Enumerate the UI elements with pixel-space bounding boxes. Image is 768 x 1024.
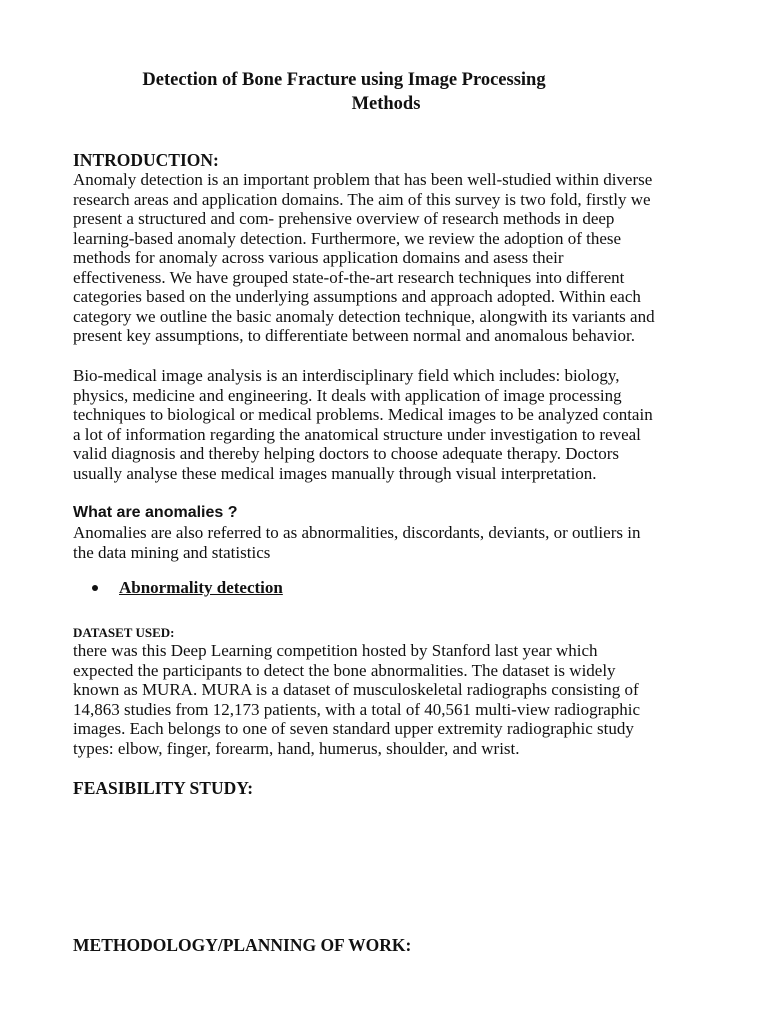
dataset-heading: DATASET USED: (73, 625, 175, 640)
text-line: a lot of information regarding the anatomical structure under investigation to reveal (73, 424, 641, 444)
feasibility-study-heading: FEASIBILITY STUDY: (73, 778, 254, 798)
text-line: there was this Deep Learning competition hosted by Stanford last year which (73, 641, 598, 660)
document-title-line-2: Methods (351, 94, 421, 114)
text-line: present key assumptions, to differentiate between normal and anomalous behavior. (73, 326, 635, 345)
text-line: methods for anomaly across various application domains and asess their (73, 248, 564, 267)
text-line: physics, medicine and engineering. It deals with application of image processing (73, 385, 622, 405)
abnormality-detection-heading: Abnormality detection (119, 578, 283, 597)
text-line: usually analyse these medical images manually through visual interpretation. (73, 463, 597, 483)
document-title-line-1: Detection of Bone Fracture using Image Processing (142, 70, 546, 90)
text-line: techniques to biological or medical problems. Medical images to be analyzed contain (73, 405, 653, 424)
anomalies-heading: What are anomalies ? (73, 504, 238, 521)
text-line: effectiveness. We have grouped state-of-the-art research techniques into different (73, 267, 625, 287)
text-line: 14,863 studies from 12,173 patients, with a total of 40,561 multi-view radiographic (73, 699, 641, 719)
text-line: types: elbow, finger, forearm, hand, humerus, shoulder, and wrist. (73, 738, 520, 758)
introduction-paragraph-2 (73, 366, 703, 483)
text-line: present a structured and com- prehensive overview of research methods in deep (73, 209, 615, 228)
document-title (118, 68, 570, 116)
methodology-heading: METHODOLOGY/PLANNING OF WORK: (73, 935, 412, 955)
text-line: research areas and application domains. The aim of this survey is two fold, firstly we (73, 189, 651, 209)
text-line: valid diagnosis and thereby helping doctors to choose adequate therapy. Doctors (73, 444, 620, 463)
text-line: known as MURA. MURA is a dataset of musculoskeletal radiographs consisting of (73, 680, 639, 699)
bullet-list-item (92, 578, 283, 598)
text-line: expected the participants to detect the bone abnormalities. The dataset is widely (73, 660, 616, 680)
introduction-heading: INTRODUCTION: (73, 150, 219, 170)
anomalies-paragraph (73, 523, 703, 562)
bullet-icon (92, 585, 98, 591)
text-line: Anomaly detection is an important problem that has been well-studied within diverse (73, 170, 653, 189)
dataset-paragraph (73, 641, 703, 758)
text-line: the data mining and statistics (73, 542, 271, 562)
text-line: categories based on the underlying assumptions and approach adopted. Within each (73, 287, 641, 306)
text-line: images. Each belongs to one of seven standard upper extremity radiographic study (73, 719, 634, 738)
text-line: Anomalies are also referred to as abnormalities, discordants, deviants, or outliers in (73, 523, 641, 542)
text-line: Bio-medical image analysis is an interdisciplinary field which includes: biology, (73, 366, 620, 385)
text-line: category we outline the basic anomaly detection technique, alongwith its variants and (73, 306, 655, 326)
introduction-paragraph-1 (73, 170, 703, 346)
text-line: learning-based anomaly detection. Furthermore, we review the adoption of these (73, 228, 622, 248)
